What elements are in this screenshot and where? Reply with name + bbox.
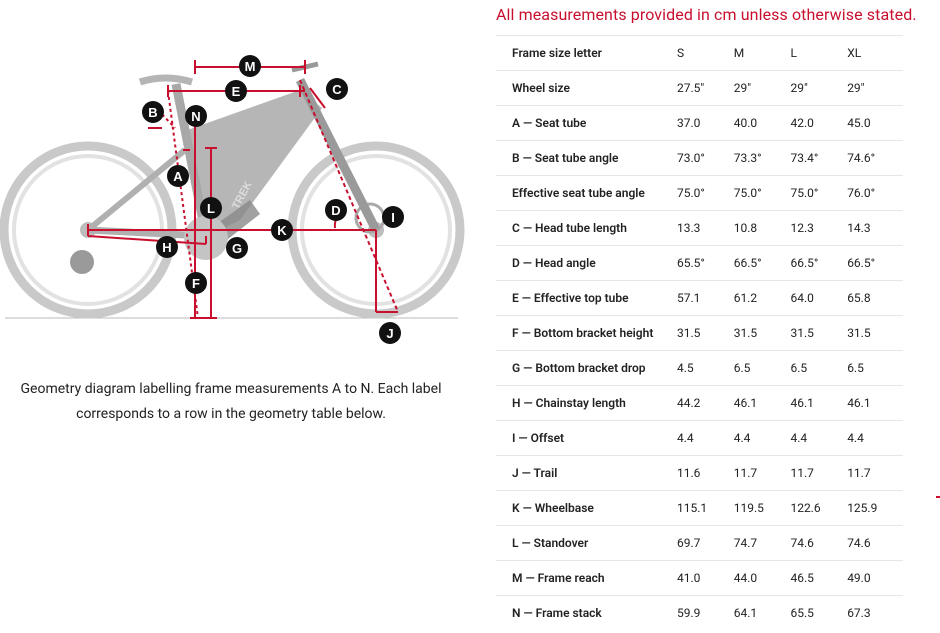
svg-text:M: M [244, 59, 256, 74]
geometry-table [496, 35, 903, 630]
cell-s: 65.5° [677, 246, 734, 281]
marker-b [142, 101, 164, 123]
marker-e [225, 80, 247, 102]
cell-m: 73.3° [734, 141, 791, 176]
svg-text:G: G [231, 241, 243, 256]
svg-text:D: D [331, 203, 341, 218]
cell-s: 115.1 [677, 491, 734, 526]
cell-m: 74.7 [734, 526, 791, 561]
cell-s: 11.6 [677, 456, 734, 491]
table-row [496, 316, 903, 351]
svg-text:B: B [148, 105, 158, 120]
row-label: B — Seat tube angle [496, 141, 677, 176]
cell-m: 46.1 [734, 386, 791, 421]
cell-l: 46.1 [790, 386, 847, 421]
marker-j [379, 322, 401, 344]
row-label: E — Effective top tube [496, 281, 677, 316]
cell-s: 31.5 [677, 316, 734, 351]
cell-l: 12.3 [790, 211, 847, 246]
row-label: H — Chainstay length [496, 386, 677, 421]
table-row [496, 176, 903, 211]
row-label: L — Standover [496, 526, 677, 561]
cell-xl: 31.5 [847, 316, 903, 351]
row-label: F — Bottom bracket height [496, 316, 677, 351]
cell-l: 29" [790, 71, 847, 106]
cell-m: 29" [734, 71, 791, 106]
table-row [496, 246, 903, 281]
cell-l: 31.5 [790, 316, 847, 351]
svg-text:K: K [277, 223, 287, 238]
cell-l: 66.5° [790, 246, 847, 281]
row-label: D — Head angle [496, 246, 677, 281]
row-label: K — Wheelbase [496, 491, 677, 526]
row-label: I — Offset [496, 421, 677, 456]
marker-c [326, 78, 348, 100]
cell-s: 13.3 [677, 211, 734, 246]
row-label: N — Frame stack [496, 596, 677, 631]
cell-m: 119.5 [734, 491, 791, 526]
table-row [496, 141, 903, 176]
cell-l: 6.5 [790, 351, 847, 386]
cell-l: 4.4 [790, 421, 847, 456]
cell-xl: 65.8 [847, 281, 903, 316]
table-row [496, 71, 903, 106]
row-label: Effective seat tube angle [496, 176, 677, 211]
row-label: Wheel size [496, 71, 677, 106]
marker-m [239, 55, 261, 77]
cell-l: 46.5 [790, 561, 847, 596]
marker-f [185, 272, 207, 294]
svg-text:N: N [191, 109, 201, 124]
cell-m: 4.4 [734, 421, 791, 456]
cell-m: 6.5 [734, 351, 791, 386]
cell-m: 10.8 [734, 211, 791, 246]
table-header-row [496, 36, 903, 71]
table-row [496, 386, 903, 421]
row-label: A — Seat tube [496, 106, 677, 141]
table-row [496, 281, 903, 316]
cell-s: 4.4 [677, 421, 734, 456]
units-notice: All measurements provided in cm unless otherwise stated. [496, 5, 917, 24]
cell-xl: 29" [847, 71, 903, 106]
cell-l: 122.6 [790, 491, 847, 526]
svg-text:TREK: TREK [230, 179, 255, 212]
svg-text:C: C [332, 82, 342, 97]
table-row [496, 351, 903, 386]
table-row [496, 561, 903, 596]
row-label: G — Bottom bracket drop [496, 351, 677, 386]
cell-xl: 14.3 [847, 211, 903, 246]
table-row [496, 526, 903, 561]
table-row [496, 596, 903, 631]
cell-xl: 76.0° [847, 176, 903, 211]
header-frame-size: Frame size letter [496, 36, 677, 71]
edge-mark [936, 496, 940, 498]
cell-m: 64.1 [734, 596, 791, 631]
cell-xl: 74.6 [847, 526, 903, 561]
cell-l: 65.5 [790, 596, 847, 631]
table-row [496, 106, 903, 141]
geometry-diagram [0, 40, 470, 360]
row-label: M — Frame reach [496, 561, 677, 596]
marker-g [226, 237, 248, 259]
header-size-l: L [790, 36, 847, 71]
cell-s: 57.1 [677, 281, 734, 316]
cell-xl: 49.0 [847, 561, 903, 596]
row-label: C — Head tube length [496, 211, 677, 246]
cell-m: 40.0 [734, 106, 791, 141]
marker-d [325, 199, 347, 221]
svg-text:F: F [192, 276, 200, 291]
cell-m: 11.7 [734, 456, 791, 491]
marker-k [271, 219, 293, 241]
svg-text:A: A [173, 169, 183, 184]
cell-l: 42.0 [790, 106, 847, 141]
header-size-s: S [677, 36, 734, 71]
cell-xl: 46.1 [847, 386, 903, 421]
cell-s: 73.0° [677, 141, 734, 176]
svg-text:J: J [386, 326, 394, 341]
cell-l: 11.7 [790, 456, 847, 491]
cell-m: 66.5° [734, 246, 791, 281]
marker-l [200, 197, 222, 219]
header-size-m: M [734, 36, 791, 71]
header-size-xl: XL [847, 36, 903, 71]
marker-i [382, 206, 404, 228]
table-row [496, 456, 903, 491]
cell-xl: 11.7 [847, 456, 903, 491]
cell-m: 31.5 [734, 316, 791, 351]
table-row [496, 211, 903, 246]
cell-xl: 4.4 [847, 421, 903, 456]
cell-m: 61.2 [734, 281, 791, 316]
marker-a [167, 165, 189, 187]
cell-s: 44.2 [677, 386, 734, 421]
cell-xl: 6.5 [847, 351, 903, 386]
cell-xl: 66.5° [847, 246, 903, 281]
cell-l: 73.4° [790, 141, 847, 176]
table-row [496, 491, 903, 526]
diagram-caption: Geometry diagram labelling frame measurements A to N. Each label corresponds to a row in the geometry table below. [20, 381, 442, 422]
svg-text:E: E [231, 84, 241, 99]
cell-l: 64.0 [790, 281, 847, 316]
cell-xl: 67.3 [847, 596, 903, 631]
cell-l: 75.0° [790, 176, 847, 211]
marker-n [185, 105, 207, 127]
row-label: J — Trail [496, 456, 677, 491]
cell-s: 69.7 [677, 526, 734, 561]
cell-xl: 74.6° [847, 141, 903, 176]
cell-m: 44.0 [734, 561, 791, 596]
cell-xl: 125.9 [847, 491, 903, 526]
cell-s: 4.5 [677, 351, 734, 386]
cell-xl: 45.0 [847, 106, 903, 141]
svg-text:H: H [162, 240, 172, 255]
cell-s: 59.9 [677, 596, 734, 631]
cell-l: 74.6 [790, 526, 847, 561]
cell-s: 37.0 [677, 106, 734, 141]
table-row [496, 421, 903, 456]
cell-m: 75.0° [734, 176, 791, 211]
marker-h [156, 236, 178, 258]
cell-s: 41.0 [677, 561, 734, 596]
svg-text:I: I [391, 210, 395, 225]
cell-s: 27.5" [677, 71, 734, 106]
cell-s: 75.0° [677, 176, 734, 211]
svg-text:L: L [207, 201, 215, 216]
